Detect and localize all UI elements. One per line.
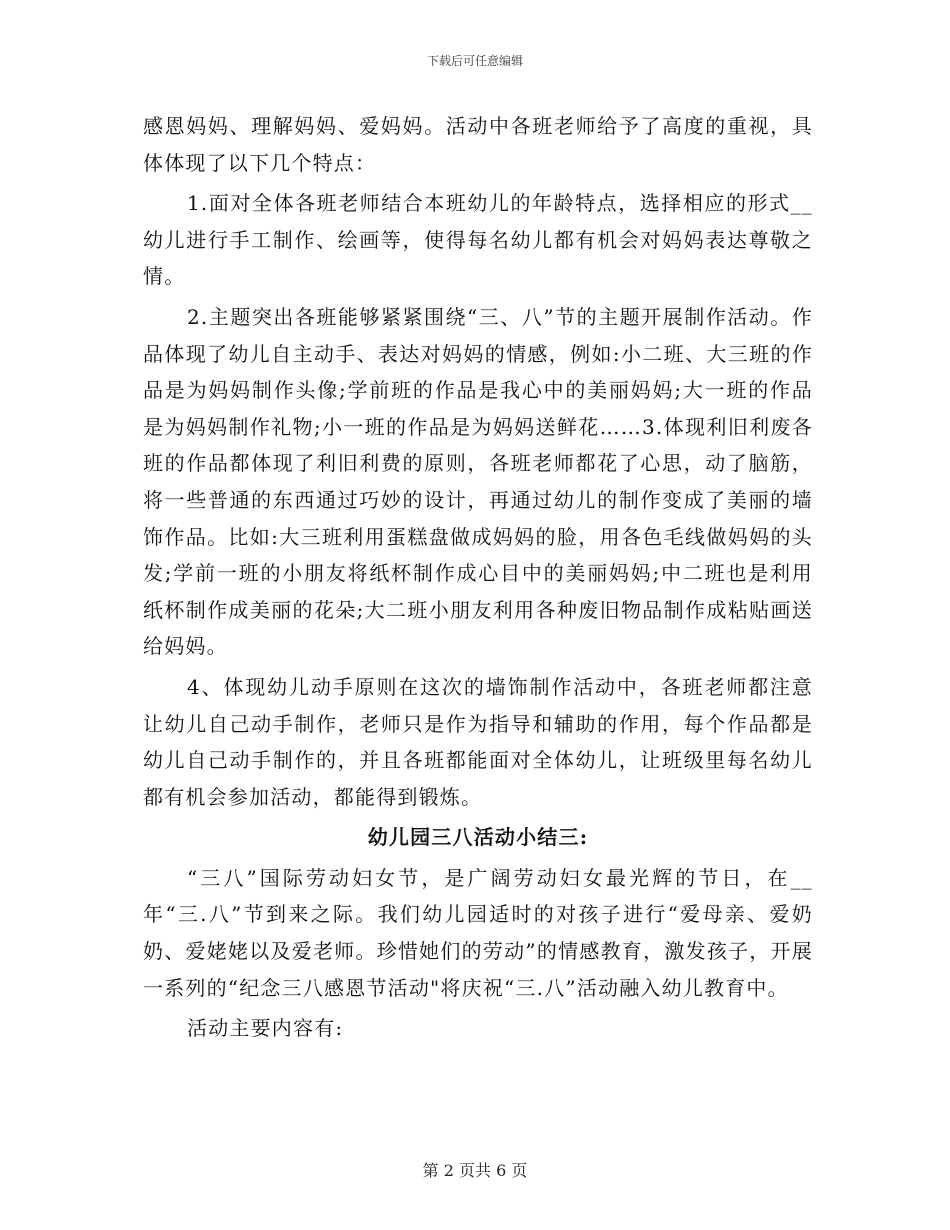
paragraph-point-2-3: 2.主题突出各班能够紧紧围绕“三、八”节的主题开展制作活动。作品体现了幼儿自主动手、表达对妈妈的情感，例如:小二班、大三班的作品是为妈妈制作头像;学前班的作品是我心中的美丽妈妈;大一班的作品是为妈妈制作礼物;小一班的作品是为妈妈送鲜花……3.体现利旧利废各班的作品都体现了利旧利费的原则，各班老师都花了心思，动了脑筋，将一些普通的东西通过巧妙的设计，再通过幼儿的制作变成了美丽的墙饰作品。比如:大三班利用蛋糕盘做成妈妈的脸，用各色毛线做妈妈的头发;学前一班的小朋友将纸杯制作成心目中的美丽妈妈;中二班也是利用纸杯制作成美丽的花朵;大二班小朋友利用各种废旧物品制作成粘贴画送给妈妈。 xyxy=(143,304,813,659)
page-footer: 第 2 页共 6 页 xyxy=(422,1161,528,1180)
paragraph-section-intro: “三八”国际劳动妇女节，是广阔劳动妇女最光辉的节日，在__年“三.八”节到来之际。我们幼儿园适时的对孩子进行“爱母亲、爱奶奶、爱姥姥以及爱老师。珍惜她们的劳动”的情感教育，激发孩子，开展一系列的“纪念三八感恩节活动"将庆祝“三.八”活动融入幼儿教育中。 xyxy=(143,865,813,1000)
section-heading: 幼儿园三八活动小结三: xyxy=(367,825,589,850)
paragraph-point-4: 4、体现幼儿动手原则在这次的墙饰制作活动中，各班老师都注意让幼儿自己动手制作，老师只是作为指导和辅助的作用，每个作品都是幼儿自己动手制作的，并且各班都能面对全体幼儿，让班级里每名幼儿都有机会参加活动，都能得到锻炼。 xyxy=(143,674,813,809)
document-body xyxy=(143,108,813,1051)
paragraph-point-1: 1.面对全体各班老师结合本班幼儿的年龄特点，选择相应的形式__幼儿进行手工制作、绘画等，使得每名幼儿都有机会对妈妈表达尊敬之情。 xyxy=(143,191,813,289)
page-header: 下载后可任意编辑 xyxy=(426,54,523,68)
paragraph-intro: 感恩妈妈、理解妈妈、爱妈妈。活动中各班老师给予了高度的重视，具体体现了以下几个特点： xyxy=(143,114,813,175)
paragraph-activities-lead: 活动主要内容有: xyxy=(187,1016,344,1041)
